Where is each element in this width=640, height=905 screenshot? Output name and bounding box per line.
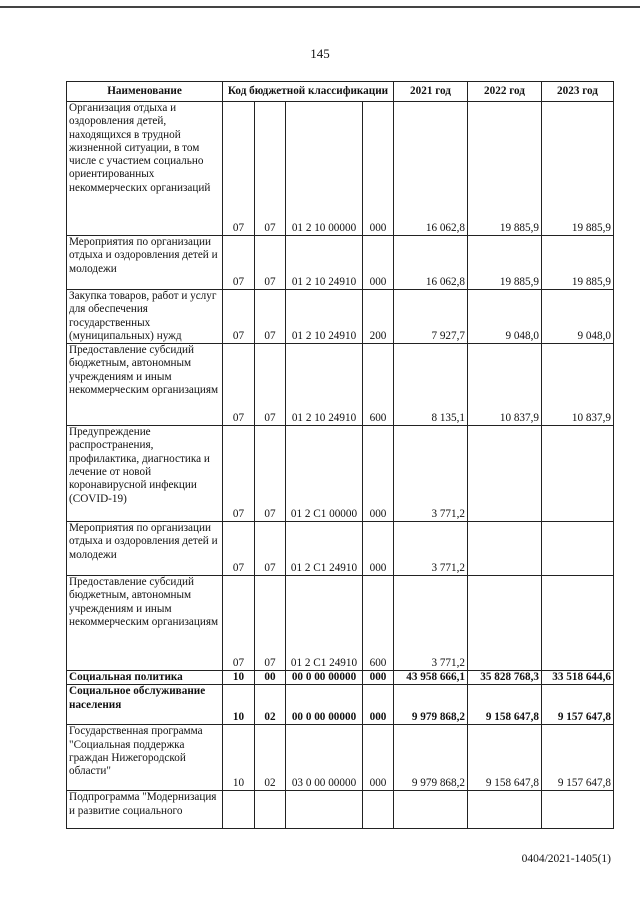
- table-row: [67, 102, 614, 236]
- cell-2021: 7 927,7: [394, 290, 468, 344]
- table-row: [67, 426, 614, 522]
- cell-2023: 9 157 647,8: [542, 685, 614, 725]
- cell-name: Подпрограмма "Модернизация и развитие социального: [67, 791, 223, 829]
- cell-target-article: 01 2 10 24910: [286, 290, 363, 344]
- cell-2023: 33 518 644,6: [542, 671, 614, 685]
- cell-subsection: [255, 791, 286, 829]
- cell-2021: 3 771,2: [394, 522, 468, 576]
- cell-target-article: 01 2 10 00000: [286, 102, 363, 236]
- table-row: [67, 685, 614, 725]
- cell-2021: 3 771,2: [394, 576, 468, 671]
- cell-name: Предоставление субсидий бюджетным, автономным учреждениям и иным некоммерческим организациям: [67, 344, 223, 426]
- cell-target-article: 00 0 00 00000: [286, 671, 363, 685]
- cell-2023: [542, 791, 614, 829]
- table-row: [67, 290, 614, 344]
- cell-name: Мероприятия по организации отдыха и оздоровления детей и молодежи: [67, 236, 223, 290]
- cell-2021: 43 958 666,1: [394, 671, 468, 685]
- cell-expense-type: 000: [363, 102, 394, 236]
- cell-subsection: 07: [255, 102, 286, 236]
- cell-2022: 9 048,0: [468, 290, 542, 344]
- cell-2022: [468, 522, 542, 576]
- cell-name: Организация отдыха и оздоровления детей, находящихся в трудной жизненной ситуации, в том числе с участием социально ориентированных некоммерческих организаций: [67, 102, 223, 236]
- cell-2022: 35 828 768,3: [468, 671, 542, 685]
- cell-name: Предупреждение распространения, профилактика, диагностика и лечение от новой коронавирусной инфекции (COVID-19): [67, 426, 223, 522]
- cell-expense-type: [363, 791, 394, 829]
- cell-expense-type: 000: [363, 725, 394, 791]
- cell-expense-type: 600: [363, 344, 394, 426]
- cell-section: 07: [223, 102, 255, 236]
- table-row: [67, 791, 614, 829]
- cell-2022: 19 885,9: [468, 236, 542, 290]
- cell-name: Государственная программа "Социальная поддержка граждан Нижегородской области": [67, 725, 223, 791]
- cell-2023: [542, 426, 614, 522]
- table-row: [67, 671, 614, 685]
- cell-subsection: 07: [255, 290, 286, 344]
- page-number: 145: [310, 46, 330, 61]
- cell-2022: 10 837,9: [468, 344, 542, 426]
- header-code: Код бюджетной классификации: [223, 82, 394, 102]
- cell-section: 07: [223, 522, 255, 576]
- cell-2023: 19 885,9: [542, 102, 614, 236]
- header-name: Наименование: [67, 82, 223, 102]
- cell-name: Социальное обслуживание населения: [67, 685, 223, 725]
- cell-subsection: 07: [255, 576, 286, 671]
- cell-target-article: 03 0 00 00000: [286, 725, 363, 791]
- cell-name: Социальная политика: [67, 671, 223, 685]
- table-row: [67, 344, 614, 426]
- cell-2023: 9 157 647,8: [542, 725, 614, 791]
- cell-expense-type: 600: [363, 576, 394, 671]
- cell-subsection: 02: [255, 685, 286, 725]
- cell-2021: 8 135,1: [394, 344, 468, 426]
- cell-2022: [468, 791, 542, 829]
- cell-section: 07: [223, 290, 255, 344]
- cell-name: Закупка товаров, работ и услуг для обеспечения государственных (муниципальных) нужд: [67, 290, 223, 344]
- cell-subsection: 07: [255, 344, 286, 426]
- cell-target-article: 01 2 10 24910: [286, 236, 363, 290]
- cell-2021: 9 979 868,2: [394, 685, 468, 725]
- cell-expense-type: 000: [363, 671, 394, 685]
- cell-2022: 19 885,9: [468, 102, 542, 236]
- header-2023: 2023 год: [542, 82, 614, 102]
- cell-expense-type: 000: [363, 522, 394, 576]
- cell-2021: 16 062,8: [394, 102, 468, 236]
- cell-expense-type: 200: [363, 290, 394, 344]
- table-row: [67, 522, 614, 576]
- cell-expense-type: 000: [363, 236, 394, 290]
- cell-target-article: 01 2 C1 24910: [286, 576, 363, 671]
- cell-2022: 9 158 647,8: [468, 685, 542, 725]
- document-code: 0404/2021-1405(1): [521, 853, 611, 865]
- cell-subsection: 07: [255, 426, 286, 522]
- cell-name: Мероприятия по организации отдыха и оздоровления детей и молодежи: [67, 522, 223, 576]
- cell-2023: [542, 522, 614, 576]
- cell-2022: [468, 576, 542, 671]
- cell-target-article: 01 2 10 24910: [286, 344, 363, 426]
- table-row: [67, 725, 614, 791]
- cell-target-article: 01 2 C1 24910: [286, 522, 363, 576]
- cell-section: 10: [223, 685, 255, 725]
- cell-section: 10: [223, 725, 255, 791]
- cell-2023: 10 837,9: [542, 344, 614, 426]
- cell-section: 10: [223, 671, 255, 685]
- cell-target-article: 01 2 C1 00000: [286, 426, 363, 522]
- top-rule: [0, 6, 640, 8]
- cell-target-article: 00 0 00 00000: [286, 685, 363, 725]
- cell-expense-type: 000: [363, 685, 394, 725]
- cell-2023: 19 885,9: [542, 236, 614, 290]
- header-row: [67, 82, 614, 102]
- cell-expense-type: 000: [363, 426, 394, 522]
- cell-2022: [468, 426, 542, 522]
- cell-subsection: 02: [255, 725, 286, 791]
- cell-2021: 9 979 868,2: [394, 725, 468, 791]
- header-2022: 2022 год: [468, 82, 542, 102]
- cell-section: 07: [223, 576, 255, 671]
- cell-2021: [394, 791, 468, 829]
- cell-section: 07: [223, 344, 255, 426]
- cell-subsection: 07: [255, 522, 286, 576]
- cell-subsection: 07: [255, 236, 286, 290]
- table-row: [67, 236, 614, 290]
- budget-table: [66, 81, 614, 829]
- cell-2023: [542, 576, 614, 671]
- cell-2021: 3 771,2: [394, 426, 468, 522]
- cell-section: 07: [223, 236, 255, 290]
- table-row: [67, 576, 614, 671]
- cell-subsection: 00: [255, 671, 286, 685]
- cell-section: [223, 791, 255, 829]
- cell-2022: 9 158 647,8: [468, 725, 542, 791]
- cell-2023: 9 048,0: [542, 290, 614, 344]
- cell-2021: 16 062,8: [394, 236, 468, 290]
- cell-section: 07: [223, 426, 255, 522]
- cell-name: Предоставление субсидий бюджетным, автономным учреждениям и иным некоммерческим организациям: [67, 576, 223, 671]
- header-2021: 2021 год: [394, 82, 468, 102]
- cell-target-article: [286, 791, 363, 829]
